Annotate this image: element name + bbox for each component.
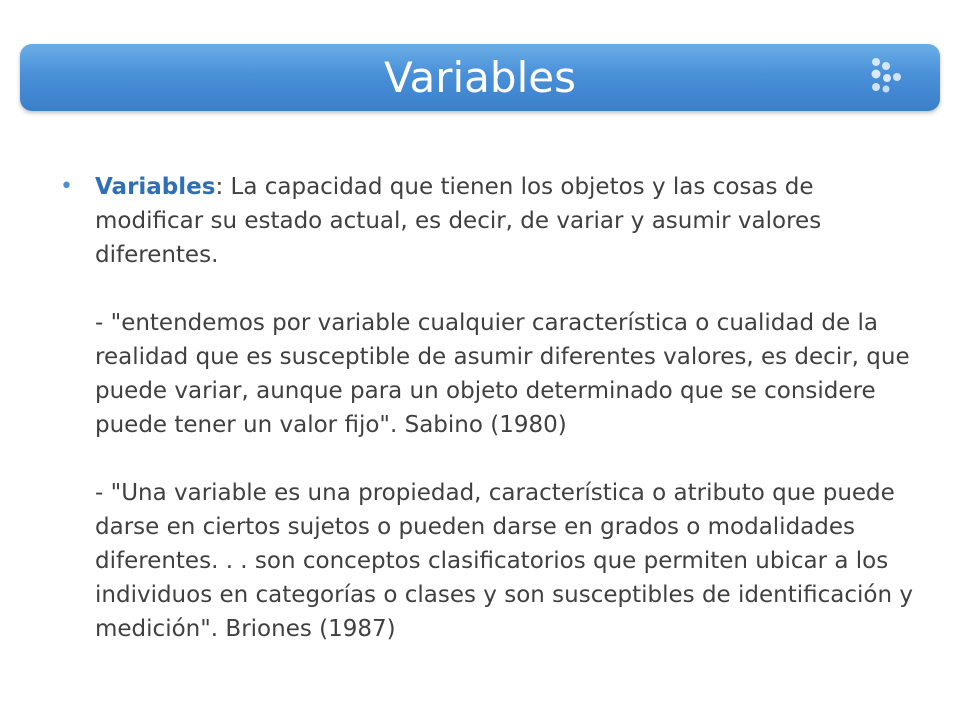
slide-title-bar — [20, 44, 940, 111]
bullet-icon: • — [60, 174, 73, 199]
slide-body — [60, 170, 920, 646]
quote-sabino: - "entendemos por variable cualquier característica o cualidad de la realidad que es susceptible de asumir diferentes valores, es decir, que puede variar, aunque para un objeto determinado que se considere puede tener un valor fijo". Sabino (1980) — [95, 310, 910, 438]
term-label: Variables — [95, 174, 216, 200]
bullet-item — [60, 170, 920, 646]
quote-briones: - "Una variable es una propiedad, característica o atributo que puede darse en ciertos sujetos o pueden darse en grados o modalidades diferentes. . . son conceptos clasificatorios que permiten ubicar a los individuos en categorías o clases y son susceptibles de identificación y medición". Briones (1987) — [95, 480, 913, 642]
definition-paragraph — [95, 170, 920, 272]
dots-cluster-icon — [868, 56, 908, 100]
slide-title: Variables — [384, 53, 576, 102]
definition-text: : La capacidad que tienen los objetos y las cosas de modificar su estado actual, es decir, de variar y asumir valores diferentes. — [95, 174, 822, 268]
